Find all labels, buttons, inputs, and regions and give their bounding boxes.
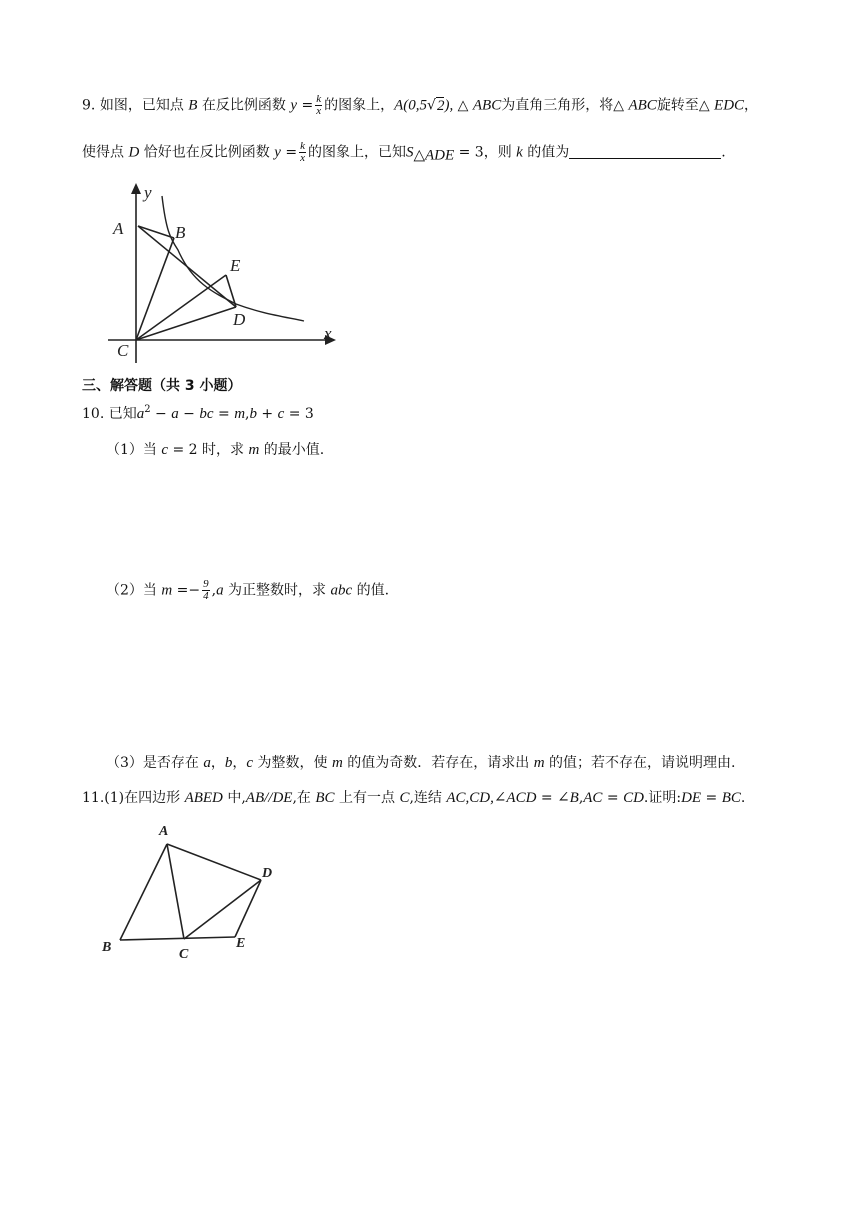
segment-CE — [136, 275, 226, 340]
label-E: E — [236, 936, 246, 951]
segment-BC — [136, 238, 174, 340]
q10-part-2: （2）当 m =− $\frac{9}{4}$ ,a 为正整数时，求 abc 的值. — [106, 578, 390, 602]
segment-CD — [184, 880, 261, 939]
q9-line-1: 9. 如图，已知点 B 在反比例函数 y = $\frac{k}{x}$ 的图象上，A(0,5√2), △ ABC为直角三角形，将△ ABC旋转至△ EDC， — [82, 93, 759, 117]
segment-BA — [120, 844, 167, 940]
segment-BE — [120, 937, 235, 940]
label-x: x — [324, 324, 332, 343]
y-axis-arrow — [131, 183, 141, 194]
q11-text: 11.(1)在四边形 ABED 中,AB//DE,在 BC 上有一点 C,连结 AC,CD,∠ACD = ∠B,AC = CD.证明:DE = BC. — [82, 790, 746, 806]
label-y: y — [144, 183, 152, 202]
label-A: A — [113, 219, 124, 238]
segment-AC — [167, 844, 184, 939]
q10-part-1: （1）当 c = 2 时，求 m 的最小值. — [106, 442, 325, 458]
label-D: D — [262, 866, 273, 881]
segment-AD — [167, 844, 261, 880]
figure-quadrilateral — [96, 818, 296, 968]
label-B: B — [175, 223, 186, 242]
label-C: C — [117, 341, 129, 360]
segment-CD — [136, 307, 236, 340]
figure-inverse-function — [100, 178, 350, 368]
q10-intro: 10. 已知$a^2 - a$ − bc = m,b + c = 3 — [82, 404, 314, 422]
k-over-x-fraction: $\frac{k}{x}$ — [300, 140, 305, 164]
label-B: B — [102, 940, 112, 955]
q9-line-2: 使得点 D 恰好也在反比例函数 y = $\frac{k}{x}$ 的图象上，已知$S_{\triangle ADE} = 3$，则 k 的值为 . — [82, 140, 726, 164]
segment-DE — [235, 880, 261, 937]
label-E: E — [230, 256, 241, 275]
label-A: A — [159, 824, 169, 839]
q10-part-3: （3）是否存在 a，b，c 为整数，使 m 的值为奇数．若存在，请求出 m 的值；若不存在，请说明理由. — [106, 755, 736, 771]
section-title: 三、解答题（共 3 小题） — [82, 378, 242, 394]
answer-blank[interactable] — [569, 144, 721, 159]
label-C: C — [179, 947, 189, 962]
nine-fourths-fraction: $\frac{9}{4}$ — [203, 578, 209, 602]
label-D: D — [233, 310, 246, 329]
k-over-x-fraction: $\frac{k}{x}$ — [316, 93, 322, 117]
